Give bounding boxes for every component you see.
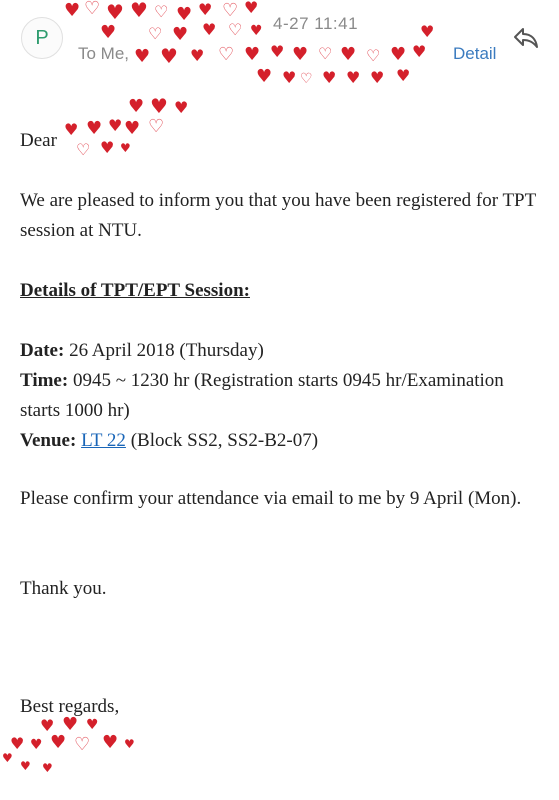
heart-sticker-icon: ♥: [256, 66, 273, 87]
venue-value: (Block SS2, SS2-B2-07): [125, 430, 319, 451]
time-line: [20, 366, 545, 426]
heart-sticker-icon: ♥: [120, 141, 131, 155]
heart-sticker-icon: ♥: [100, 138, 115, 157]
heart-sticker-icon: ♥: [340, 44, 357, 65]
heart-sticker-icon: ♡: [222, 0, 239, 21]
heart-sticker-icon: ♥: [20, 759, 31, 773]
venue-line: [20, 426, 545, 456]
reply-icon[interactable]: [512, 26, 540, 50]
confirm-paragraph: Please confirm your attendance via email to me by 9 April (Mon).: [20, 488, 522, 509]
heart-sticker-icon: ♥: [106, 0, 124, 24]
heart-sticker-icon: ♥: [64, 120, 79, 139]
heart-sticker-icon: ♡: [84, 0, 101, 19]
heart-sticker-icon: ♥: [124, 118, 141, 139]
heart-sticker-icon: ♥: [292, 44, 309, 65]
heart-sticker-icon: ♥: [30, 737, 43, 753]
heart-sticker-icon: ♡: [148, 116, 165, 137]
signoff-line: Best regards,: [20, 696, 120, 717]
heart-sticker-icon: ♥: [172, 24, 189, 45]
venue-link[interactable]: LT 22: [81, 430, 126, 451]
heart-sticker-icon: ♥: [174, 98, 189, 117]
time-label: Time:: [20, 370, 69, 391]
heart-sticker-icon: ♥: [250, 23, 263, 39]
heart-sticker-icon: ♥: [100, 22, 117, 43]
heart-sticker-icon: ♥: [160, 44, 178, 68]
time-value: 0945 ~ 1230 hr (Registration starts 0945 hr/Examination starts 1000 hr): [20, 370, 504, 421]
heart-sticker-icon: ♥: [108, 116, 123, 135]
heart-sticker-icon: ♡: [318, 44, 333, 63]
heart-sticker-icon: ♥: [150, 94, 168, 118]
heart-sticker-icon: ♥: [390, 44, 407, 65]
thanks-line: Thank you.: [20, 578, 107, 599]
heart-sticker-icon: ♥: [346, 68, 361, 87]
recipient-label: To Me,: [78, 44, 130, 63]
heart-sticker-icon: ♥: [282, 68, 297, 87]
email-header: [0, 0, 559, 100]
sender-avatar[interactable]: P: [21, 17, 63, 59]
heart-sticker-icon: ♥: [102, 732, 119, 753]
heart-sticker-icon: ♥: [86, 118, 103, 139]
heart-sticker-icon: ♡: [228, 20, 243, 39]
date-value: 26 April 2018 (Thursday): [64, 340, 264, 361]
heart-sticker-icon: ♥: [124, 737, 135, 751]
venue-label: Venue:: [20, 430, 77, 451]
heart-sticker-icon: ♥: [130, 0, 148, 22]
greeting-line: [20, 126, 545, 159]
heart-sticker-icon: ♥: [270, 42, 285, 61]
heart-sticker-icon: ♥: [202, 20, 217, 39]
heart-sticker-icon: ♥: [134, 46, 151, 67]
heart-sticker-icon: ♡: [218, 44, 235, 65]
heart-sticker-icon: ♥: [244, 0, 259, 17]
heart-sticker-icon: ♡: [148, 24, 163, 43]
heart-sticker-icon: ♥: [128, 96, 145, 117]
date-line: [20, 336, 545, 366]
heart-sticker-icon: ♥: [176, 4, 193, 25]
heart-sticker-icon: ♥: [40, 716, 55, 735]
date-label: Date:: [20, 340, 65, 361]
heart-sticker-icon: ♡: [76, 140, 91, 159]
heart-sticker-icon: ♥: [2, 751, 13, 765]
heart-sticker-icon: ♥: [322, 68, 337, 87]
heart-sticker-icon: ♥: [10, 734, 25, 753]
intro-paragraph: We are pleased to inform you that you have been registered for TPT session at NTU.: [20, 190, 536, 241]
heart-sticker-icon: ♥: [86, 717, 99, 733]
heart-sticker-icon: ♥: [198, 0, 213, 19]
email-timestamp: 4-27 11:41: [273, 14, 359, 33]
heart-sticker-icon: ♥: [396, 66, 411, 85]
heart-sticker-icon: ♥: [370, 68, 385, 87]
greeting-text: Dear: [20, 130, 57, 151]
heart-sticker-icon: ♥: [62, 714, 79, 735]
session-details-heading: Details of TPT/EPT Session:: [20, 280, 250, 301]
heart-sticker-icon: ♥: [412, 42, 427, 61]
heart-sticker-icon: ♡: [154, 2, 169, 21]
heart-sticker-icon: ♡: [366, 46, 381, 65]
heart-sticker-icon: ♥: [420, 22, 435, 41]
heart-sticker-icon: ♥: [190, 46, 205, 65]
heart-sticker-icon: ♡: [74, 734, 91, 755]
heart-sticker-icon: ♥: [42, 761, 53, 775]
heart-sticker-icon: ♥: [244, 44, 261, 65]
heart-sticker-icon: ♥: [50, 732, 67, 753]
detail-button[interactable]: Detail: [453, 44, 497, 63]
heart-sticker-icon: ♡: [300, 71, 313, 87]
heart-sticker-icon: ♥: [64, 0, 81, 21]
